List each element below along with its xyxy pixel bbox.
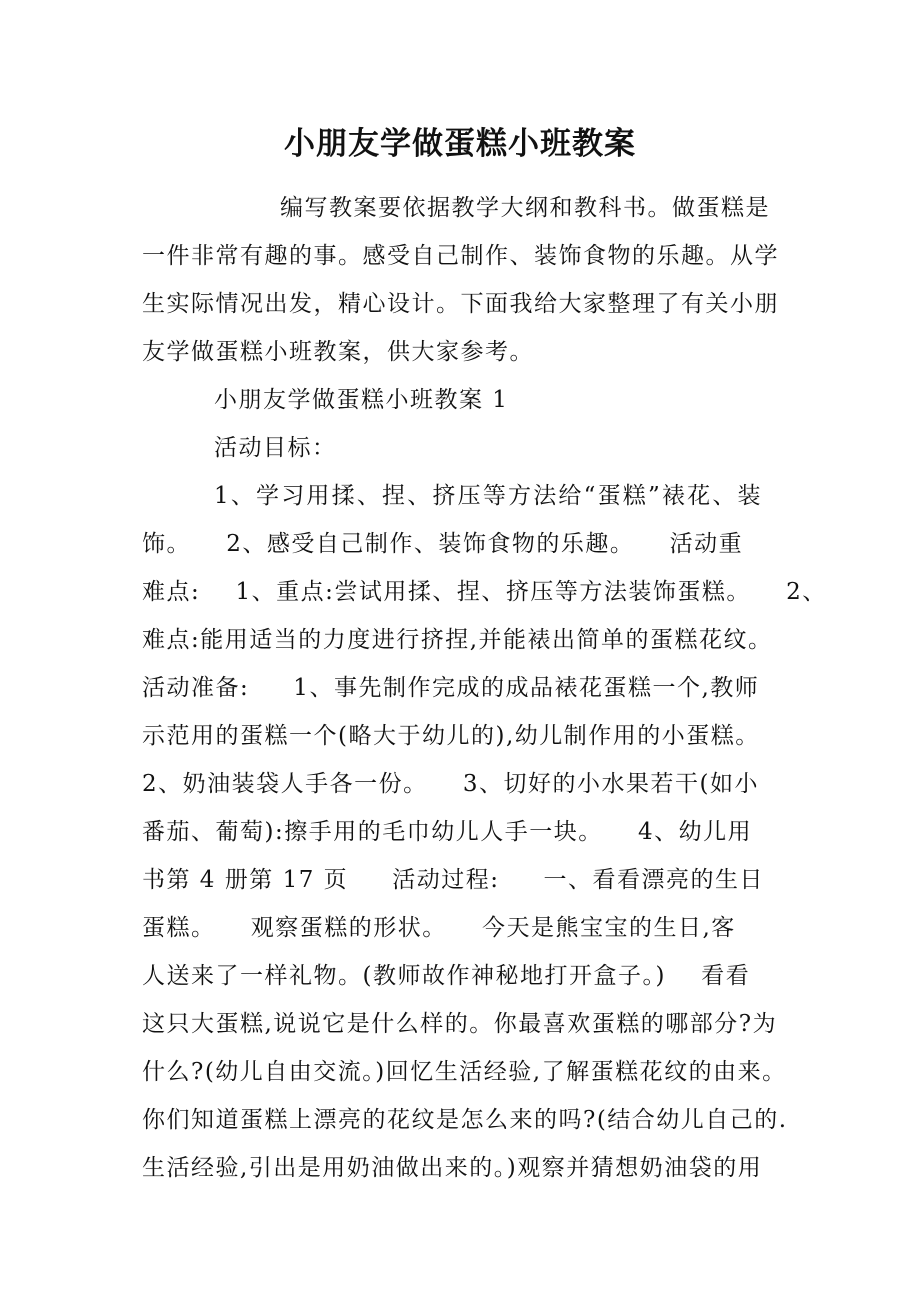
paragraph-line: 这只大蛋糕,说说它是什么样的。你最喜欢蛋糕的哪部分?为 [142,1011,778,1037]
paragraph-line: 饰。 2、感受自己制作、装饰食物的乐趣。 活动重 [142,531,744,557]
paragraph-line: 生实际情况出发，精心设计。下面我给大家整理了有关小朋 [142,291,779,317]
paragraph-line: 你们知道蛋糕上漂亮的花纹是怎么来的吗?(结合幼儿自己的. [142,1107,788,1133]
paragraph-line: 编写教案要依据教学大纲和教科书。做蛋糕是 [280,195,770,221]
page-title: 小朋友学做蛋糕小班教案 [284,126,636,162]
section-heading: 小朋友学做蛋糕小班教案 1 [214,387,509,413]
paragraph-line: 1、学习用揉、捏、挤压等方法给“蛋糕”裱花、装 [214,483,763,509]
paragraph-line: 活动准备: 1、事先制作完成的成品裱花蛋糕一个,教师 [142,675,760,701]
paragraph-line: 一件非常有趣的事。感受自己制作、装饰食物的乐趣。从学 [142,243,779,269]
paragraph-line: 难点: 1、重点:尝试用揉、捏、挤压等方法装饰蛋糕。 2、 [142,579,827,605]
paragraph-line: 番茄、葡萄):擦手用的毛巾幼儿人手一块。 4、幼儿用 [142,819,753,845]
paragraph-line: 友学做蛋糕小班教案，供大家参考。 [142,339,534,365]
paragraph-line: 生活经验,引出是用奶油做出来的。)观察并猜想奶油袋的用 [142,1155,763,1181]
paragraph-line: 蛋糕。 观察蛋糕的形状。 今天是熊宝宝的生日,客 [142,915,736,941]
paragraph-line: 难点:能用适当的力度进行挤捏,并能裱出简单的蛋糕花纹。 [142,627,773,653]
paragraph-line: 人送来了一样礼物。(教师故作神秘地打开盒子。) 看看 [142,963,751,989]
paragraph-line: 书第 4 册第 17 页 活动过程: 一、看看漂亮的生日 [142,867,765,893]
paragraph-line: 活动目标： [214,435,337,461]
paragraph-line: 示范用的蛋糕一个(略大于幼儿的),幼儿制作用的小蛋糕。 [142,723,760,749]
paragraph-line: 什么?(幼儿自由交流。)回忆生活经验,了解蛋糕花纹的由来。 [142,1059,787,1085]
paragraph-line: 2、奶油装袋人手各一份。 3、切好的小水果若干(如小 [142,771,759,797]
